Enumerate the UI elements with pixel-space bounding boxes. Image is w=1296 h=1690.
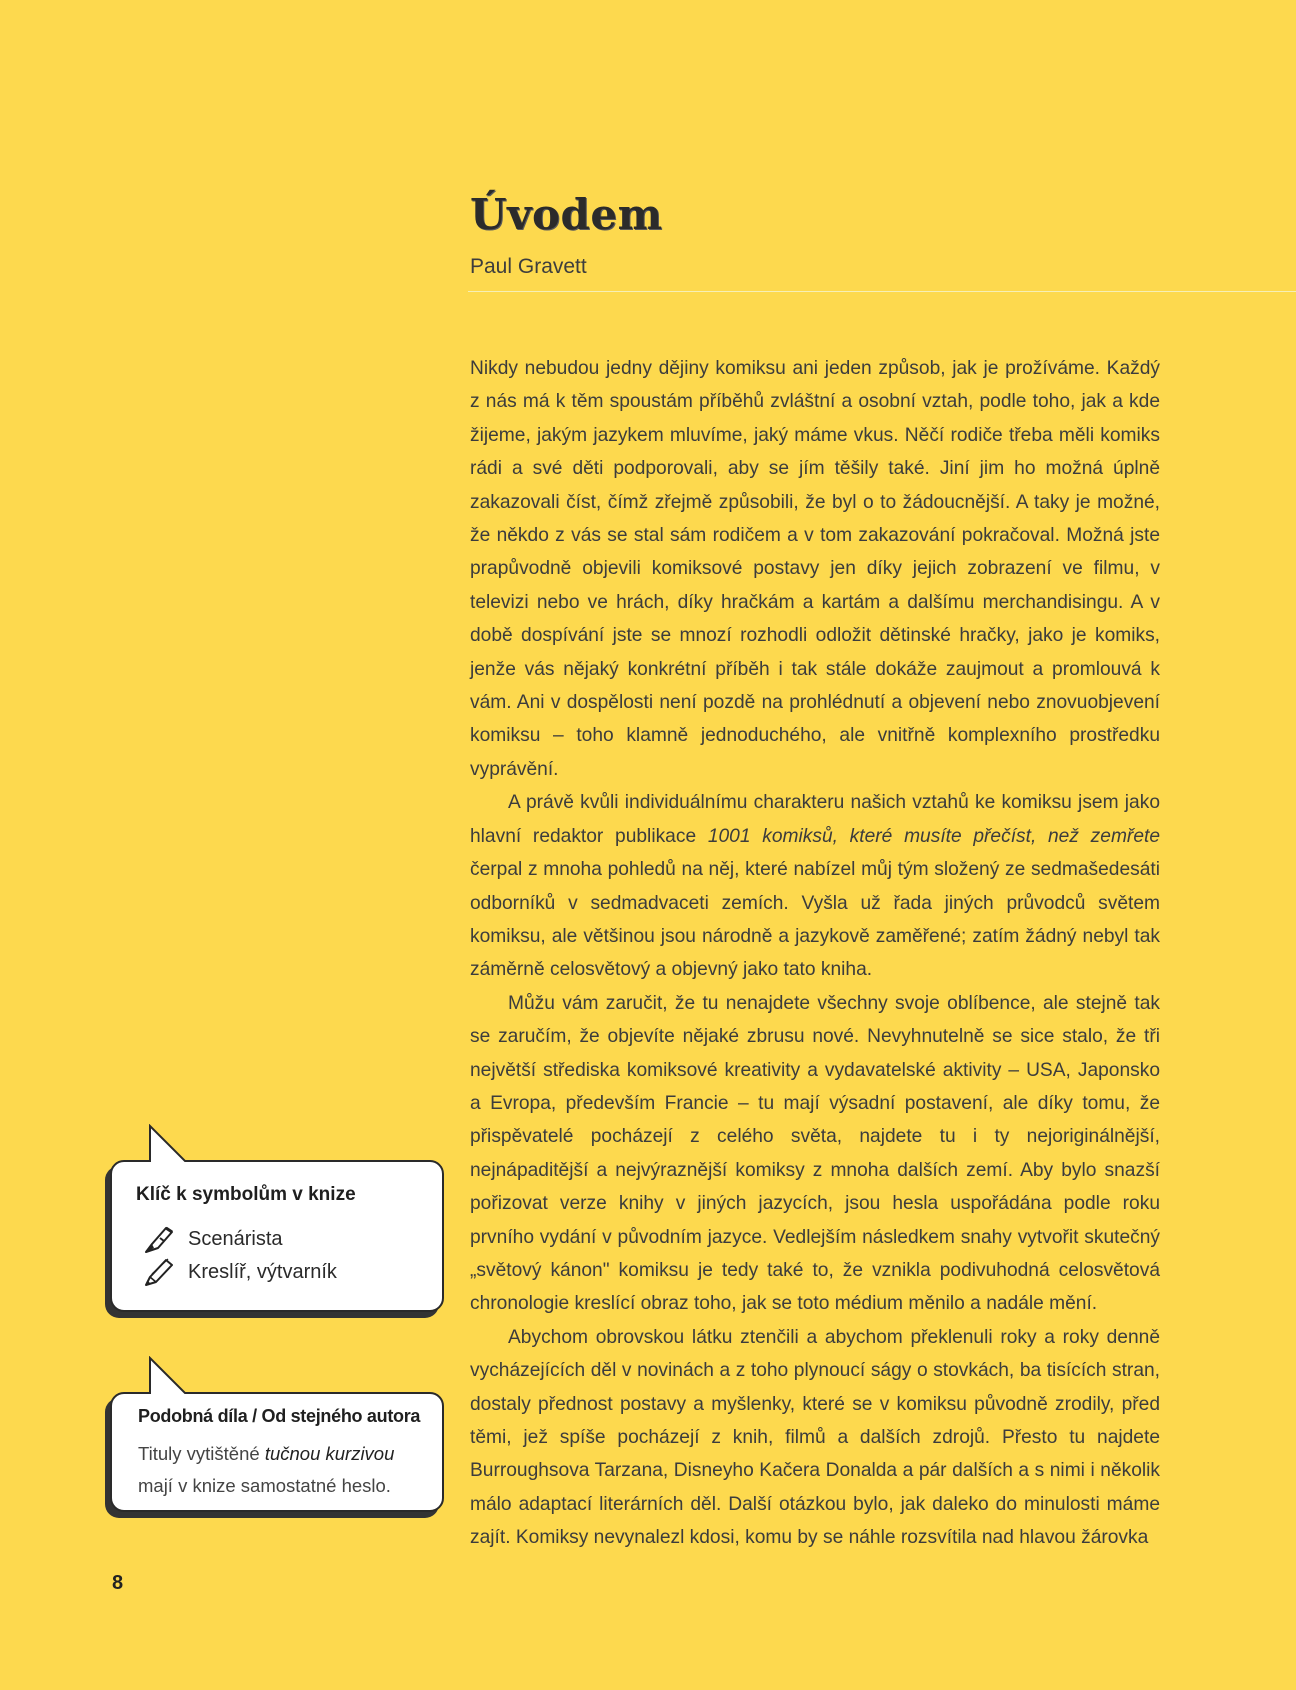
page-title: Úvodem bbox=[470, 190, 663, 239]
article-body bbox=[470, 352, 1160, 1555]
paragraph-2-text-end: čerpal z mnoha pohledů na něj, které nabízel můj tým složený ze sedmašedesáti odborníků v sedmadvaceti zemích. Vyšla už řada jiných průvodců světem komiksu, ale většinou jsou národně a jazykově zaměřené; zatím žádný nebyl tak záměrně celosvětový a objevný jako tato kniha. bbox=[470, 859, 1160, 981]
paragraph-1: Nikdy nebudou jedny dějiny komiksu ani jeden způsob, jak je prožíváme. Každý z nás má k těm spoustám příběhů zvláštní a osobní vztah, podle toho, jak a kde žijeme, jakým jazykem mluvíme, jaký máme vkus. Něčí rodiče třeba měli komiks rádi a své děti podporovali, aby se jím těšily také. Jiní jim ho možná úplně zakazovali číst, čímž zřejmě způsobili, že byl o to žádoucnější. A taky je možné, že někdo z vás se stal sám rodičem a v tom zakazování pokračoval. Možná jste prapůvodně objevili komiksové postavy jen díky jejich zobrazení ve filmu, v televizi nebo ve hrách, díky hračkám a kartám a dalšímu merchandisingu. A v době dospívání jste se mnozí rozhodli odložit dětinské hračky, jako je komiks, jenže vás nějaký konkrétní příběh i tak stále dokáže zaujmout a promlouvá k vám. Ani v dospělosti není pozdě na prohlédnutí a objevení nebo znovuobjevení komiksu – toho klamně jednoduchého, ale vnitřně komplexního prostředku vyprávění. bbox=[470, 358, 1160, 780]
legend-label-writer: Scenárista bbox=[188, 1227, 283, 1250]
symbol-key-heading: Klíč k symbolům v knize bbox=[136, 1184, 356, 1205]
related-works-note-end: mají v knize samostatné heslo. bbox=[138, 1475, 391, 1496]
page-number: 8 bbox=[112, 1572, 124, 1594]
book-title-italic: 1001 komiksů, které musíte přečíst, než zemřete bbox=[707, 825, 1160, 847]
legend-item-artist bbox=[142, 1257, 337, 1287]
related-works-heading: Podobná díla / Od stejného autora bbox=[138, 1406, 421, 1426]
symbol-key-bubble bbox=[110, 1160, 444, 1312]
related-works-note-start: Tituly vytištěné bbox=[138, 1443, 265, 1464]
related-works-note-italic: tučnou kurzivou bbox=[264, 1443, 395, 1464]
bubble-tail bbox=[148, 1356, 194, 1396]
fountain-pen-icon bbox=[142, 1224, 176, 1254]
author-name: Paul Gravett bbox=[470, 255, 587, 278]
related-works-bubble bbox=[110, 1392, 444, 1512]
related-works-note bbox=[138, 1438, 428, 1502]
pencil-icon bbox=[142, 1257, 176, 1287]
paragraph-2 bbox=[470, 786, 1160, 986]
legend-label-artist: Kreslíř, výtvarník bbox=[188, 1260, 337, 1283]
paragraph-4: Abychom obrovskou látku ztenčili a abychom překlenuli roky a roky denně vycházejících děl v novinách a z toho plynoucí ságy o stovkách, ba tisících stran, dostaly přednost postavy a myšlenky, které se v komiksu původně zrodily, před těmi, jež spíše pocházejí z knih, filmů a dalších zdrojů. Přesto tu najdete Burroughsova Tarzana, Disneyho Kačera Donalda a pár dalších a s nimi i několik málo adaptací literárních děl. Další otázkou bylo, jak daleko do minulosti máme zajít. Komiksy nevynalezl kdosi, komu by se náhle rozsvítila nad hlavou žárovka bbox=[470, 1326, 1160, 1549]
bubble-tail bbox=[148, 1124, 194, 1164]
paragraph-3: Můžu vám zaručit, že tu nenajdete všechny svoje oblíbence, ale stejně tak se zaručím, že objevíte nějaké zbrusu nové. Nevyhnutelně se sice stalo, že tři největší střediska komiksové kreativity a vydavatelské aktivity – USA, Japonsko a Evropa, především Francie – tu mají výsadní postavení, ale díky tomu, že přispěvatelé pocházejí z celého světa, najdete tu i ty nejoriginálnější, nejnápaditější a nejvýraznější komiksy z mnoha dalších zemí. Aby bylo snazší pořizovat verze knihy v jiných jazycích, jsou hesla uspořádána podle roku prvního vydání v původním jazyce. Vedlejším následkem snahy vytvořit skutečný „světový kánon" komiksu je tedy také to, že vznikla podivuhodná celosvětová chronologie kreslící obraz toho, jak se toto médium měnilo a nadále mění. bbox=[470, 992, 1160, 1315]
paragraph-2-text-start: A právě kvůli individuálnímu charakteru našich vztahů ke komiksu jsem jako hlavní redaktor publikace bbox=[470, 792, 1160, 847]
title-divider bbox=[468, 291, 1296, 292]
legend-item-writer bbox=[142, 1224, 283, 1254]
